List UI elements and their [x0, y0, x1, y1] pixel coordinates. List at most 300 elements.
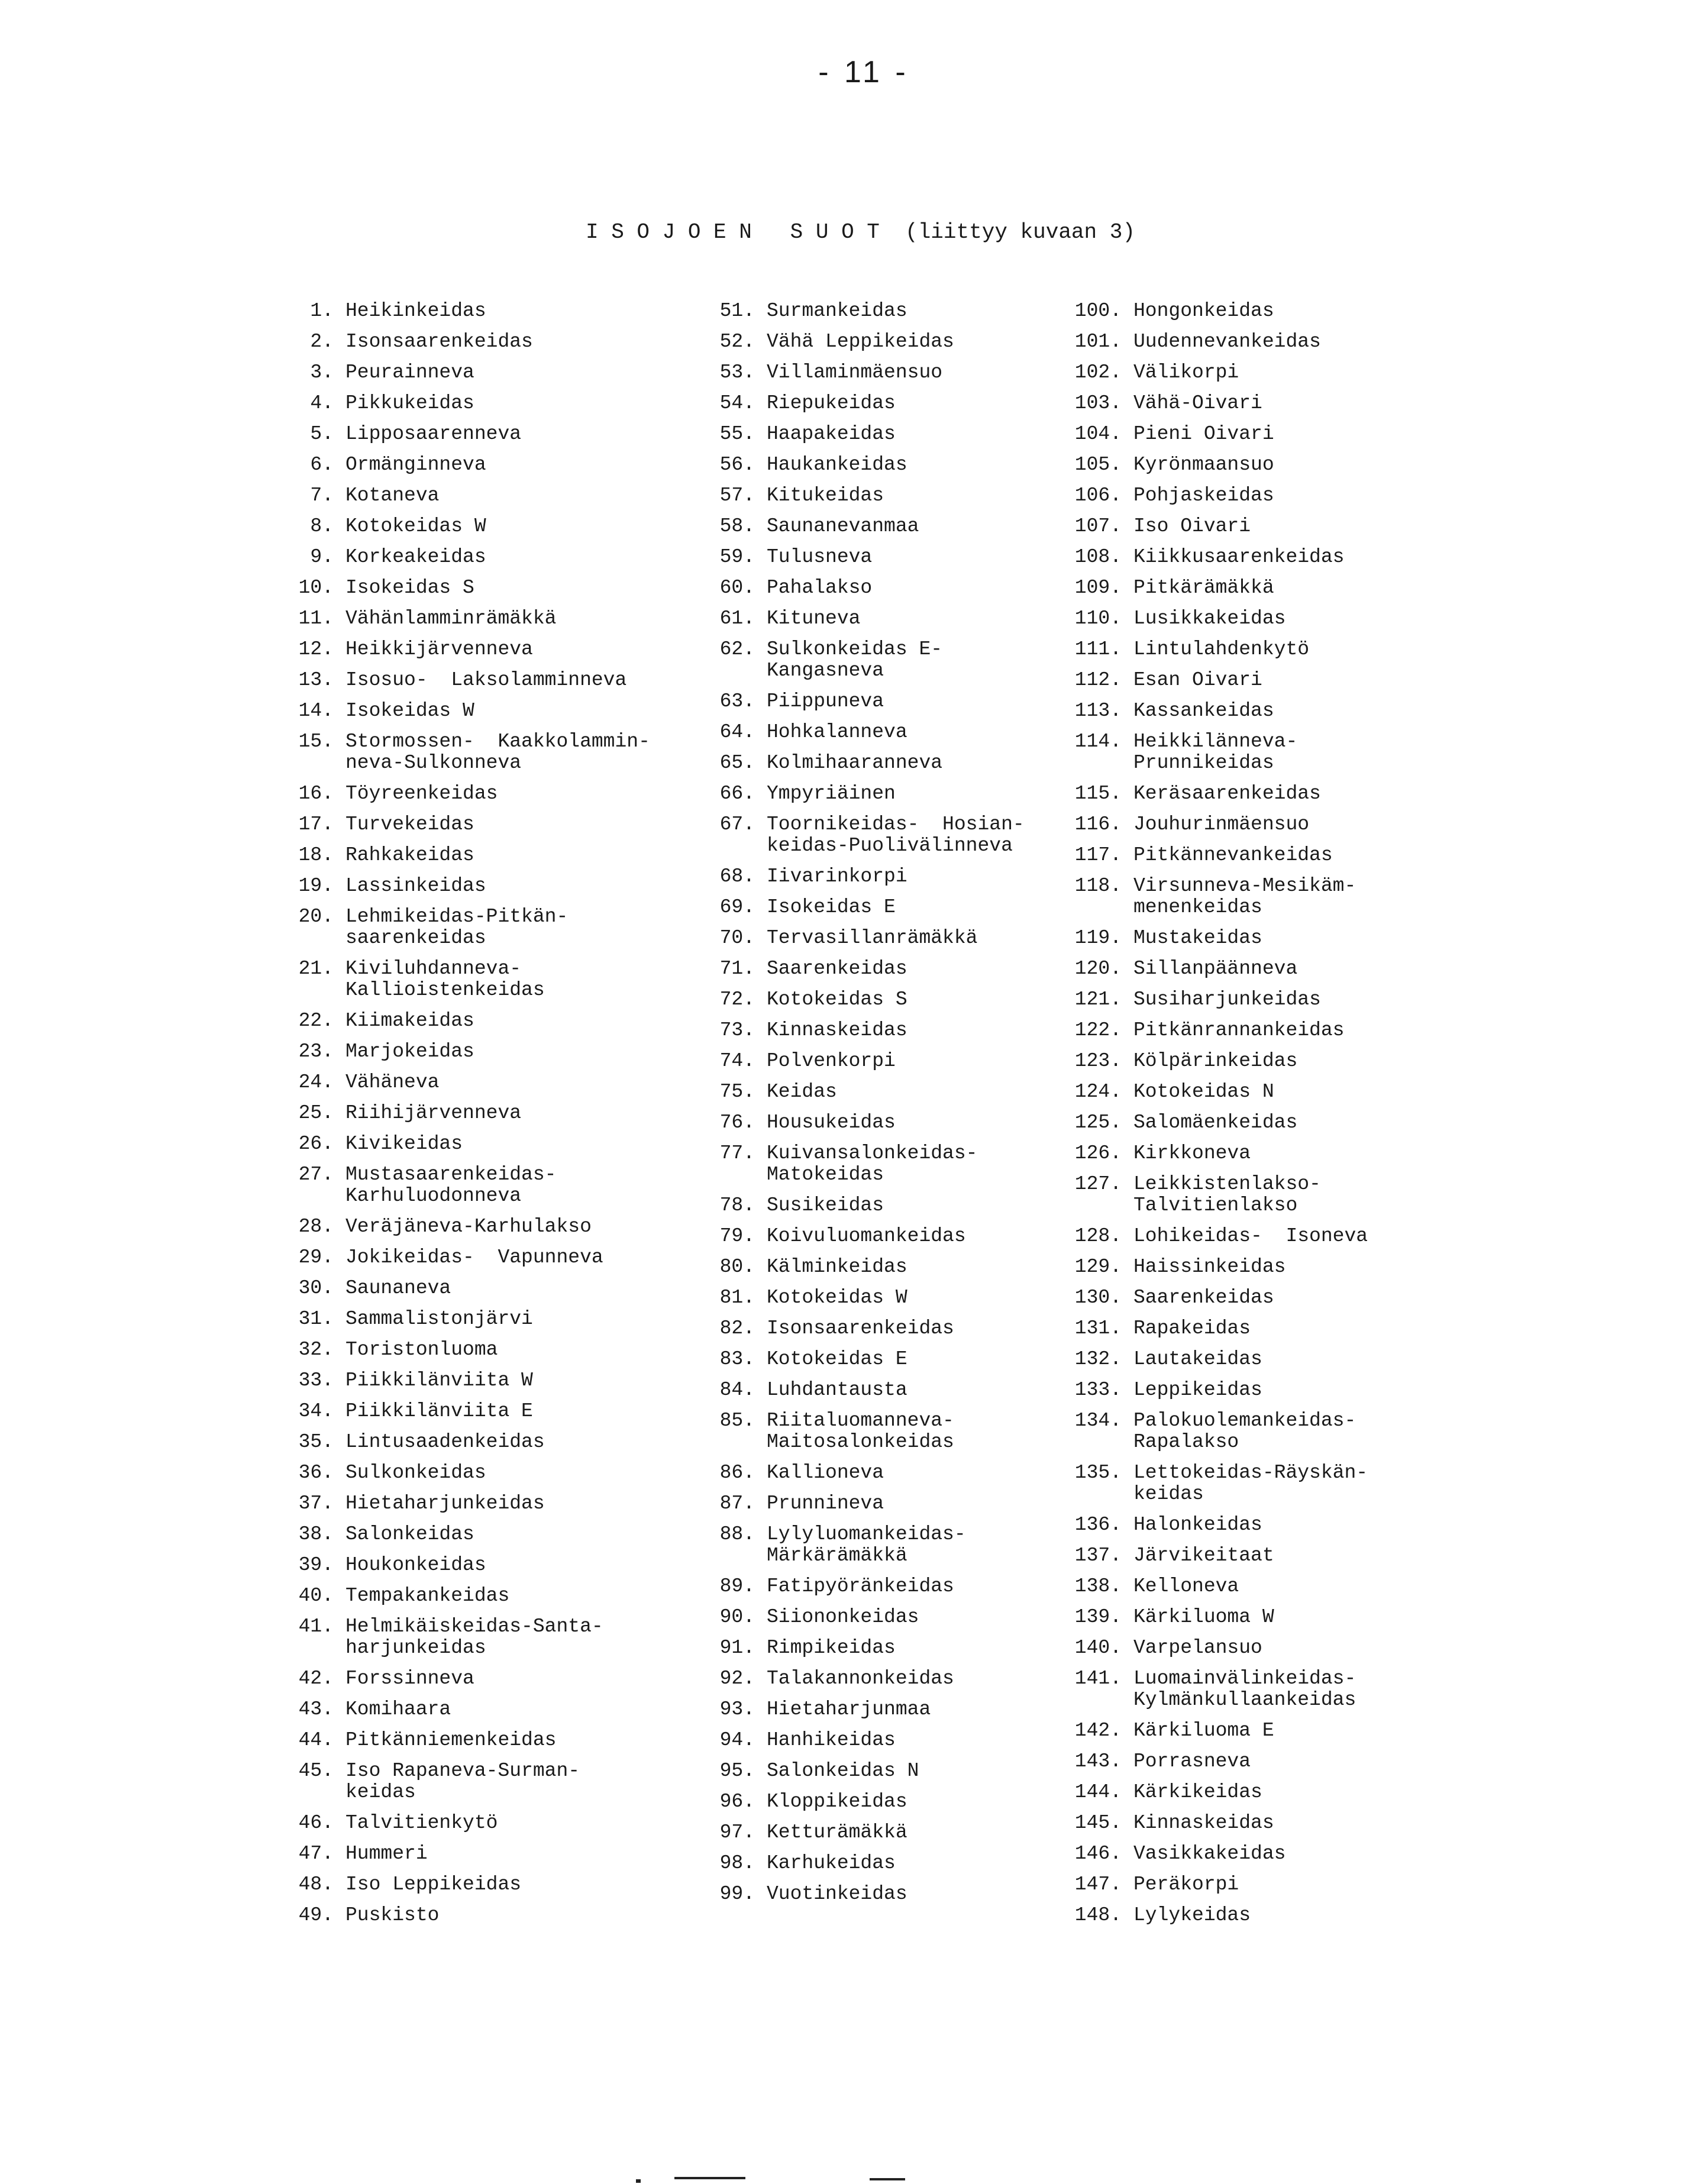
- item-number: 100.: [1074, 300, 1122, 322]
- item-number: 5.: [310, 423, 334, 445]
- list-item: [272, 1905, 698, 1926]
- item-name: Iso Rapaneva-Surman- keidas: [345, 1760, 580, 1803]
- item-name: Kotokeidas W: [345, 515, 486, 537]
- item-name: Jouhurinmäensuo: [1133, 813, 1310, 835]
- item-number: 68.: [719, 865, 755, 887]
- item-name: Heikinkeidas: [345, 300, 486, 322]
- list-item: [1048, 845, 1427, 866]
- item-name: Isosuo- Laksolamminneva: [345, 669, 627, 691]
- item-number: 123.: [1074, 1050, 1122, 1072]
- item-name: Piippuneva: [767, 690, 884, 712]
- item-number: 106.: [1074, 484, 1122, 506]
- item-number: 42.: [298, 1668, 334, 1689]
- item-name: Rimpikeidas: [767, 1637, 896, 1659]
- list-item: [1048, 424, 1427, 445]
- item-name: Uudennevankeidas: [1133, 331, 1321, 353]
- list-item: [692, 454, 1059, 476]
- item-name: Kärkikeidas: [1133, 1781, 1262, 1803]
- item-number: 145.: [1074, 1812, 1122, 1834]
- item-name: Stormossen- Kaakkolammin- neva-Sulkonneva: [345, 731, 650, 774]
- list-item: [692, 1791, 1059, 1813]
- item-number: 112.: [1074, 669, 1122, 691]
- list-item: [692, 722, 1059, 743]
- list-item: [272, 1493, 698, 1514]
- list-item: [1048, 1720, 1427, 1742]
- list-item: [1048, 1020, 1427, 1041]
- item-name: Pohjaskeidas: [1133, 484, 1274, 506]
- item-number: 40.: [298, 1585, 334, 1607]
- item-name: Isonsaarenkeidas: [767, 1317, 954, 1339]
- item-name: Luomainvälinkeidas- Kylmänkullaankeidas: [1133, 1668, 1356, 1711]
- item-name: Susikeidas: [767, 1194, 884, 1216]
- list-item: [692, 639, 1059, 681]
- item-name: Salonkeidas: [345, 1523, 474, 1545]
- list-item: [692, 331, 1059, 353]
- item-name: Lassinkeidas: [345, 875, 486, 897]
- item-name: Vähä-Oivari: [1133, 392, 1262, 414]
- item-name: Järvikeitaat: [1133, 1545, 1274, 1566]
- list-item: [1048, 958, 1427, 980]
- item-number: 45.: [298, 1760, 334, 1782]
- item-number: 144.: [1074, 1781, 1122, 1803]
- list-item: [272, 1462, 698, 1484]
- item-number: 116.: [1074, 813, 1122, 835]
- list-item: [272, 845, 698, 866]
- list-item: [692, 1637, 1059, 1659]
- list-item: [1048, 1174, 1427, 1216]
- item-name: Haapakeidas: [767, 423, 896, 445]
- list-item: [692, 424, 1059, 445]
- list-item: [692, 362, 1059, 383]
- item-number: 126.: [1074, 1142, 1122, 1164]
- item-number: 113.: [1074, 700, 1122, 722]
- item-number: 4.: [310, 392, 334, 414]
- list-item: [1048, 1751, 1427, 1772]
- item-number: 94.: [719, 1729, 755, 1751]
- item-name: Kinnaskeidas: [767, 1019, 907, 1041]
- list-item: [692, 866, 1059, 887]
- item-number: 135.: [1074, 1462, 1122, 1484]
- item-name: Kiikkusaarenkeidas: [1133, 546, 1345, 568]
- list-item: [272, 1555, 698, 1576]
- item-number: 88.: [719, 1523, 755, 1545]
- list-item: [1048, 1112, 1427, 1133]
- item-number: 71.: [719, 958, 755, 980]
- list-item: [692, 1607, 1059, 1628]
- item-name: Porrasneva: [1133, 1750, 1251, 1772]
- item-name: Heikkijärvenneva: [345, 638, 533, 660]
- list-item: [1048, 454, 1427, 476]
- item-number: 118.: [1074, 875, 1122, 897]
- list-item: [272, 1813, 698, 1834]
- item-name: Haukankeidas: [767, 454, 907, 476]
- item-number: 103.: [1074, 392, 1122, 414]
- item-name: Jokikeidas- Vapunneva: [345, 1246, 603, 1268]
- item-number: 57.: [719, 484, 755, 506]
- list-item: [272, 547, 698, 568]
- item-name: Sulkonkeidas: [345, 1462, 486, 1484]
- item-number: 122.: [1074, 1019, 1122, 1041]
- item-number: 59.: [719, 546, 755, 568]
- item-name: Puskisto: [345, 1904, 440, 1926]
- item-number: 147.: [1074, 1873, 1122, 1895]
- page-number: - 11 -: [818, 55, 909, 89]
- item-number: 37.: [298, 1492, 334, 1514]
- item-number: 87.: [719, 1492, 755, 1514]
- item-number: 58.: [719, 515, 755, 537]
- item-number: 121.: [1074, 988, 1122, 1010]
- item-number: 114.: [1074, 731, 1122, 752]
- item-name: Lohikeidas- Isoneva: [1133, 1225, 1368, 1247]
- item-name: Hongonkeidas: [1133, 300, 1274, 322]
- list-item: [272, 454, 698, 476]
- item-number: 80.: [719, 1256, 755, 1278]
- item-name: Pitkänrannankeidas: [1133, 1019, 1345, 1041]
- item-name: Iso Leppikeidas: [345, 1873, 522, 1895]
- list-item: [1048, 670, 1427, 691]
- item-number: 3.: [310, 361, 334, 383]
- list-item: [272, 1760, 698, 1803]
- list-item: [272, 1216, 698, 1238]
- document-title: I S O J O E N S U O T (liittyy kuvaan 3): [586, 220, 1135, 244]
- list-item: [272, 1370, 698, 1391]
- list-item: [1048, 1462, 1427, 1505]
- item-number: 109.: [1074, 577, 1122, 599]
- list-item: [692, 301, 1059, 322]
- item-number: 104.: [1074, 423, 1122, 445]
- list-item: [272, 1668, 698, 1689]
- item-number: 93.: [719, 1698, 755, 1720]
- list-item: [692, 1256, 1059, 1278]
- list-item: [272, 424, 698, 445]
- item-number: 13.: [298, 669, 334, 691]
- item-number: 19.: [298, 875, 334, 897]
- list-item: [1048, 1051, 1427, 1072]
- item-number: 63.: [719, 690, 755, 712]
- item-number: 136.: [1074, 1514, 1122, 1536]
- list-item: [692, 928, 1059, 949]
- item-number: 48.: [298, 1873, 334, 1895]
- list-item: [692, 485, 1059, 506]
- list-item: [272, 1309, 698, 1330]
- item-number: 73.: [719, 1019, 755, 1041]
- item-name: Ketturämäkkä: [767, 1821, 907, 1843]
- item-name: Keidas: [767, 1081, 837, 1103]
- list-item: [692, 783, 1059, 805]
- list-item: [272, 1133, 698, 1155]
- item-number: 85.: [719, 1410, 755, 1432]
- list-item: [692, 814, 1059, 857]
- list-item: [1048, 577, 1427, 599]
- item-number: 49.: [298, 1904, 334, 1926]
- item-name: Mustakeidas: [1133, 927, 1262, 949]
- list-item: [272, 1616, 698, 1659]
- list-item: [692, 393, 1059, 414]
- list-item: [1048, 1514, 1427, 1536]
- list-item: [1048, 301, 1427, 322]
- item-number: 31.: [298, 1308, 334, 1330]
- item-number: 69.: [719, 896, 755, 918]
- list-item: [272, 1339, 698, 1361]
- item-name: Vuotinkeidas: [767, 1883, 907, 1905]
- item-number: 43.: [298, 1698, 334, 1720]
- list-item: [272, 1072, 698, 1093]
- item-name: Tulusneva: [767, 546, 873, 568]
- item-name: Kotaneva: [345, 484, 440, 506]
- list-item: [272, 1699, 698, 1720]
- list-item: [1048, 608, 1427, 629]
- list-item: [692, 516, 1059, 537]
- list-item: [1048, 783, 1427, 805]
- list-item: [1048, 1226, 1427, 1247]
- list-item: [272, 608, 698, 629]
- item-number: 1.: [310, 300, 334, 322]
- list-item: [272, 958, 698, 1001]
- item-name: Korkeakeidas: [345, 546, 486, 568]
- item-number: 90.: [719, 1606, 755, 1628]
- item-name: Veräjäneva-Karhulakso: [345, 1216, 592, 1238]
- item-name: Kallioneva: [767, 1462, 884, 1484]
- item-number: 7.: [310, 484, 334, 506]
- list-item: [272, 393, 698, 414]
- item-number: 61.: [719, 608, 755, 629]
- item-number: 108.: [1074, 546, 1122, 568]
- list-item: [692, 1760, 1059, 1782]
- list-item: [272, 1585, 698, 1607]
- list-item: [272, 485, 698, 506]
- list-item: [692, 1112, 1059, 1133]
- list-item: [1048, 1143, 1427, 1164]
- list-item: [692, 1730, 1059, 1751]
- item-name: Tempakankeidas: [345, 1585, 510, 1607]
- list-item: [692, 1699, 1059, 1720]
- item-name: Surmankeidas: [767, 300, 907, 322]
- item-number: 20.: [298, 906, 334, 928]
- list-item: [692, 1822, 1059, 1843]
- item-number: 79.: [719, 1225, 755, 1247]
- item-name: Hietaharjunkeidas: [345, 1492, 545, 1514]
- item-name: Toornikeidas- Hosian- keidas-Puolivälinneva: [767, 813, 1025, 857]
- item-number: 56.: [719, 454, 755, 476]
- item-name: Kölpärinkeidas: [1133, 1050, 1298, 1072]
- list-item: [1048, 1256, 1427, 1278]
- item-name: Piikkilänviita W: [345, 1369, 533, 1391]
- item-name: Lehmikeidas-Pitkän- saarenkeidas: [345, 906, 569, 949]
- list-item: [692, 1226, 1059, 1247]
- item-number: 105.: [1074, 454, 1122, 476]
- item-number: 125.: [1074, 1112, 1122, 1133]
- list-item: [692, 989, 1059, 1010]
- item-name: Saarenkeidas: [1133, 1287, 1274, 1309]
- list-item: [1048, 639, 1427, 660]
- scan-artifact-mark: [636, 2179, 641, 2183]
- list-item: [1048, 1318, 1427, 1339]
- item-number: 137.: [1074, 1545, 1122, 1566]
- item-name: Karhukeidas: [767, 1852, 896, 1874]
- item-number: 26.: [298, 1133, 334, 1155]
- item-number: 11.: [298, 608, 334, 629]
- list-item: [1048, 1545, 1427, 1566]
- item-number: 60.: [719, 577, 755, 599]
- item-name: Villaminmäensuo: [767, 361, 943, 383]
- list-item: [692, 1462, 1059, 1484]
- list-item: [272, 1041, 698, 1062]
- item-name: Riitaluomanneva- Maitosalonkeidas: [767, 1410, 954, 1453]
- item-name: Kälminkeidas: [767, 1256, 907, 1278]
- item-number: 25.: [298, 1102, 334, 1124]
- list-item: [692, 1195, 1059, 1216]
- list-item: [272, 814, 698, 835]
- list-column-2: [692, 301, 1059, 1914]
- item-number: 132.: [1074, 1348, 1122, 1370]
- item-number: 32.: [298, 1339, 334, 1361]
- item-name: Esan Oivari: [1133, 669, 1262, 691]
- item-number: 10.: [298, 577, 334, 599]
- item-number: 127.: [1074, 1173, 1122, 1195]
- list-item: [1048, 731, 1427, 774]
- item-name: Iso Oivari: [1133, 515, 1251, 537]
- item-number: 12.: [298, 638, 334, 660]
- item-name: Kassankeidas: [1133, 700, 1274, 722]
- item-number: 92.: [719, 1668, 755, 1689]
- item-name: Isokeidas S: [345, 577, 474, 599]
- list-item: [1048, 1813, 1427, 1834]
- item-number: 9.: [310, 546, 334, 568]
- list-item: [272, 1278, 698, 1299]
- list-item: [692, 958, 1059, 980]
- list-item: [1048, 989, 1427, 1010]
- list-item: [1048, 1081, 1427, 1103]
- item-name: Kivikeidas: [345, 1133, 463, 1155]
- list-item: [272, 1843, 698, 1865]
- list-item: [692, 1020, 1059, 1041]
- item-name: Talvitienkytö: [345, 1812, 498, 1834]
- item-name: Forssinneva: [345, 1668, 474, 1689]
- item-number: 15.: [298, 731, 334, 752]
- list-item: [272, 1247, 698, 1268]
- item-number: 91.: [719, 1637, 755, 1659]
- list-item: [1048, 1607, 1427, 1628]
- item-number: 110.: [1074, 608, 1122, 629]
- list-item: [692, 1287, 1059, 1309]
- item-name: Hietaharjunmaa: [767, 1698, 931, 1720]
- item-name: Tervasillanrämäkkä: [767, 927, 978, 949]
- item-number: 72.: [719, 988, 755, 1010]
- item-number: 111.: [1074, 638, 1122, 660]
- item-number: 146.: [1074, 1843, 1122, 1865]
- list-column-1: [272, 301, 698, 1936]
- item-number: 39.: [298, 1554, 334, 1576]
- item-number: 117.: [1074, 844, 1122, 866]
- item-number: 76.: [719, 1112, 755, 1133]
- item-number: 41.: [298, 1616, 334, 1637]
- item-name: Salonkeidas N: [767, 1760, 919, 1782]
- item-number: 35.: [298, 1431, 334, 1453]
- item-name: Hohkalanneva: [767, 721, 907, 743]
- item-name: Kelloneva: [1133, 1575, 1239, 1597]
- item-name: Prunnineva: [767, 1492, 884, 1514]
- item-name: Turvekeidas: [345, 813, 474, 835]
- item-number: 28.: [298, 1216, 334, 1238]
- list-item: [272, 1010, 698, 1032]
- item-number: 138.: [1074, 1575, 1122, 1597]
- list-item: [272, 1524, 698, 1545]
- item-number: 130.: [1074, 1287, 1122, 1309]
- item-name: Kituneva: [767, 608, 861, 629]
- item-number: 81.: [719, 1287, 755, 1309]
- list-item: [1048, 393, 1427, 414]
- item-name: Iivarinkorpi: [767, 865, 907, 887]
- item-name: Siiononkeidas: [767, 1606, 919, 1628]
- list-item: [272, 670, 698, 691]
- list-item: [692, 1493, 1059, 1514]
- list-item: [1048, 1410, 1427, 1453]
- list-item: [1048, 331, 1427, 353]
- item-name: Lylyluomankeidas- Märkärämäkkä: [767, 1523, 966, 1566]
- item-name: Kärkiluoma W: [1133, 1606, 1274, 1628]
- list-item: [1048, 362, 1427, 383]
- item-number: 75.: [719, 1081, 755, 1103]
- item-number: 62.: [719, 638, 755, 660]
- item-number: 64.: [719, 721, 755, 743]
- item-number: 22.: [298, 1010, 334, 1032]
- item-name: Lipposaarenneva: [345, 423, 522, 445]
- item-name: Sammalistonjärvi: [345, 1308, 533, 1330]
- list-item: [1048, 1874, 1427, 1895]
- item-number: 16.: [298, 783, 334, 805]
- item-name: Vähäneva: [345, 1071, 440, 1093]
- item-number: 44.: [298, 1729, 334, 1751]
- item-name: Ympyriäinen: [767, 783, 896, 805]
- item-name: Kinnaskeidas: [1133, 1812, 1274, 1834]
- item-number: 51.: [719, 300, 755, 322]
- list-item: [272, 639, 698, 660]
- list-item: [692, 1081, 1059, 1103]
- list-item: [272, 331, 698, 353]
- item-name: Komihaara: [345, 1698, 451, 1720]
- item-name: Heikkilänneva- Prunnikeidas: [1133, 731, 1298, 774]
- item-number: 86.: [719, 1462, 755, 1484]
- item-number: 2.: [310, 331, 334, 353]
- item-name: Pikkukeidas: [345, 392, 474, 414]
- list-item: [1048, 1287, 1427, 1309]
- item-number: 24.: [298, 1071, 334, 1093]
- item-name: Varpelansuo: [1133, 1637, 1262, 1659]
- list-item: [1048, 1782, 1427, 1803]
- item-name: Hanhikeidas: [767, 1729, 896, 1751]
- item-name: Lusikkakeidas: [1133, 608, 1286, 629]
- item-number: 33.: [298, 1369, 334, 1391]
- item-name: Riihijärvenneva: [345, 1102, 522, 1124]
- list-item: [692, 1349, 1059, 1370]
- list-item: [272, 700, 698, 722]
- list-item: [692, 691, 1059, 712]
- item-name: Kiimakeidas: [345, 1010, 474, 1032]
- list-item: [1048, 814, 1427, 835]
- item-name: Piikkilänviita E: [345, 1400, 533, 1422]
- item-name: Kotokeidas N: [1133, 1081, 1274, 1103]
- item-name: Leikkistenlakso- Talvitienlakso: [1133, 1173, 1321, 1216]
- item-name: Halonkeidas: [1133, 1514, 1262, 1536]
- item-number: 120.: [1074, 958, 1122, 980]
- item-number: 65.: [719, 752, 755, 774]
- list-item: [1048, 1576, 1427, 1597]
- item-name: Lintulahdenkytö: [1133, 638, 1310, 660]
- item-name: Kiviluhdanneva- Kallioistenkeidas: [345, 958, 545, 1001]
- item-name: Polvenkorpi: [767, 1050, 896, 1072]
- item-name: Sulkonkeidas E- Kangasneva: [767, 638, 943, 681]
- list-item: [1048, 547, 1427, 568]
